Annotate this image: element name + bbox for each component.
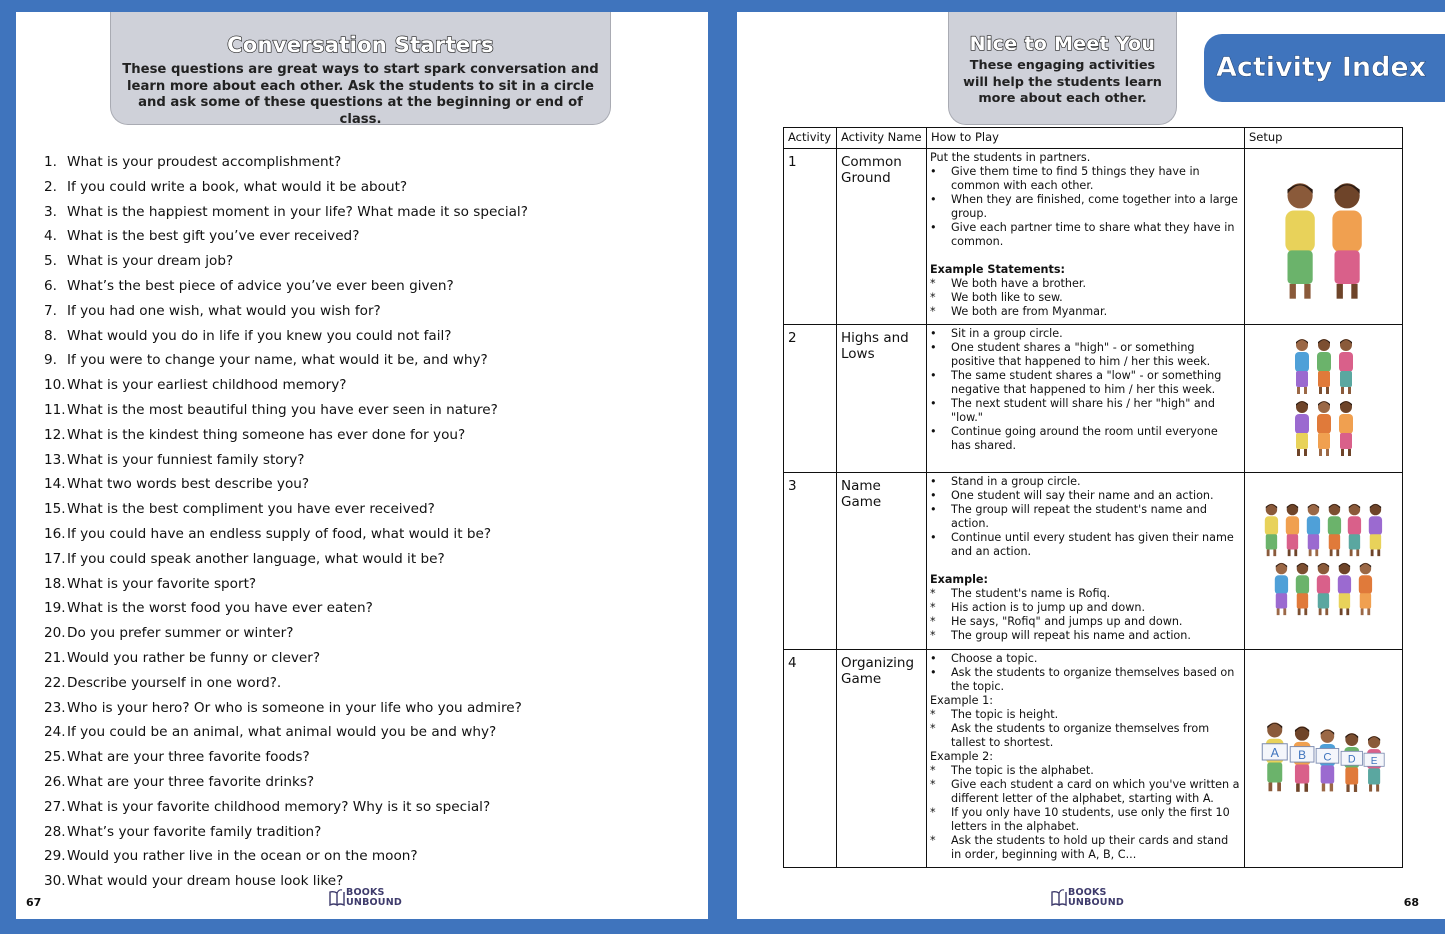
question-text: What is your favorite childhood memory? Why is it so special? xyxy=(67,798,491,815)
svg-text:A: A xyxy=(1270,746,1280,761)
example-heading: Example: xyxy=(930,573,988,586)
asterisk-icon: * xyxy=(930,764,936,777)
question-number: 29. xyxy=(44,848,66,865)
question-text: What is your favorite sport? xyxy=(67,575,257,592)
question-text: If you were to change your name, what would it be, and why? xyxy=(67,352,488,369)
how-to-play xyxy=(927,473,1245,650)
question-text: What would your dream house look like? xyxy=(67,873,344,890)
column-header-name: Activity Name xyxy=(837,128,927,149)
asterisk-icon: * xyxy=(930,722,936,735)
question-number: 16. xyxy=(44,525,66,542)
instruction-text: He says, "Rofiq" and jumps up and down. xyxy=(951,615,1183,628)
instruction-text: Continue until every student has given their name and an action. xyxy=(951,531,1234,558)
question-text: If you could speak another language, what would it be? xyxy=(67,550,445,567)
child-illustration xyxy=(1261,720,1289,793)
left-page xyxy=(16,12,708,919)
question-text: What two words best describe you? xyxy=(67,476,310,493)
how-to-play xyxy=(927,149,1245,325)
question-number: 24. xyxy=(44,724,66,741)
asterisk-icon: * xyxy=(930,708,936,721)
child-illustration xyxy=(1261,502,1282,557)
instruction-text: Ask the students to organize themselves from tallest to shortest. xyxy=(951,722,1210,749)
instruction-item xyxy=(930,531,1241,559)
instruction-text: Put the students in partners. xyxy=(930,151,1091,164)
instruction-item xyxy=(930,341,1241,369)
instruction-item xyxy=(930,165,1241,193)
nice-to-meet-you-header xyxy=(948,12,1177,125)
question-number: 2. xyxy=(44,178,57,195)
instruction-item xyxy=(930,425,1241,453)
instruction-text: Example 1: xyxy=(930,694,993,707)
instruction-item xyxy=(930,834,1241,862)
books-unbound-logo xyxy=(1050,887,1140,911)
question-number: 9. xyxy=(44,352,57,369)
child-illustration xyxy=(1324,179,1370,301)
spacer xyxy=(930,559,1241,573)
svg-text:C: C xyxy=(1323,751,1332,764)
instruction-text: His action is to jump up and down. xyxy=(951,601,1146,614)
activity-number: 4 xyxy=(784,650,837,868)
child-illustration xyxy=(1282,502,1303,557)
child-illustration xyxy=(1313,561,1334,616)
svg-text:B: B xyxy=(1297,747,1306,762)
instruction-text: We both are from Myanmar. xyxy=(951,305,1108,318)
question-number: 26. xyxy=(44,773,66,790)
child-illustration xyxy=(1277,179,1323,301)
instruction-text: Sit in a group circle. xyxy=(951,327,1063,340)
child-illustration xyxy=(1291,399,1313,457)
child-illustration xyxy=(1363,734,1385,793)
instruction-text: Stand in a group circle. xyxy=(951,475,1081,488)
activity-row xyxy=(784,473,1403,650)
instruction-item xyxy=(930,806,1241,834)
activity-name: Highs and Lows xyxy=(837,325,927,473)
instruction-item xyxy=(930,327,1241,341)
instruction-text: The group will repeat his name and action. xyxy=(951,629,1191,642)
instruction-text: Example 2: xyxy=(930,750,993,763)
bullet-icon: • xyxy=(930,531,937,544)
activity-name: Name Game xyxy=(837,473,927,650)
child-illustration xyxy=(1291,337,1313,395)
book-icon xyxy=(328,888,346,908)
instruction-text: Ask the students to organize themselves based on the topic. xyxy=(951,666,1235,693)
setup-illustration xyxy=(1245,650,1403,868)
child-illustration xyxy=(1289,724,1315,793)
bullet-icon: • xyxy=(930,327,937,340)
question-text: What is your earliest childhood memory? xyxy=(67,377,347,394)
child-illustration xyxy=(1340,731,1364,793)
activity-row xyxy=(784,650,1403,868)
question-number: 21. xyxy=(44,649,66,666)
question-text: Would you rather live in the ocean or on the moon? xyxy=(67,848,418,865)
activity-row xyxy=(784,149,1403,325)
question-number: 19. xyxy=(44,600,66,617)
child-illustration xyxy=(1355,561,1376,616)
asterisk-icon: * xyxy=(930,834,936,847)
instruction-text: Continue going around the room until everyone has shared. xyxy=(951,425,1218,452)
page-number: 68 xyxy=(1403,896,1419,909)
instruction-text: One student will say their name and an action. xyxy=(951,489,1214,502)
question-number: 15. xyxy=(44,501,66,518)
question-text: What is the best gift you’ve ever received? xyxy=(67,228,360,245)
instruction-text: Ask the students to hold up their cards and stand in order, beginning with A, B, C... xyxy=(951,834,1229,861)
bullet-icon: • xyxy=(930,341,937,354)
question-text: What are your three favorite drinks? xyxy=(67,773,315,790)
instruction-text: One student shares a "high" - or something positive that happened to him / her this week. xyxy=(951,341,1211,368)
activity-row xyxy=(784,325,1403,473)
question-number: 22. xyxy=(44,674,66,691)
activity-name: Common Ground xyxy=(837,149,927,325)
instruction-text: The group will repeat the student's name and action. xyxy=(951,503,1207,530)
child-illustration xyxy=(1292,561,1313,616)
instruction-item xyxy=(930,601,1241,615)
instruction-item xyxy=(930,722,1241,750)
instruction-text: Give them time to find 5 things they have in common with each other. xyxy=(951,165,1200,192)
instruction-item xyxy=(930,652,1241,666)
child-illustration xyxy=(1335,399,1357,457)
instruction-text: When they are finished, come together into a large group. xyxy=(951,193,1238,220)
bullet-icon: • xyxy=(930,425,937,438)
question-text: What is your proudest accomplishment? xyxy=(67,154,342,170)
instruction-item xyxy=(930,764,1241,778)
instruction-item xyxy=(930,193,1241,221)
question-number: 12. xyxy=(44,426,66,443)
instruction-text: We both like to sew. xyxy=(951,291,1063,304)
activity-number: 2 xyxy=(784,325,837,473)
section-description: These engaging activities will help the students learn more about each other. xyxy=(963,58,1162,106)
question-text: What is your dream job? xyxy=(67,253,234,270)
asterisk-icon: * xyxy=(930,629,936,642)
column-header-setup: Setup xyxy=(1245,128,1403,149)
question-number: 14. xyxy=(44,476,66,493)
question-number: 13. xyxy=(44,451,66,468)
instruction-text: The student's name is Rofiq. xyxy=(951,587,1111,600)
spacer xyxy=(930,249,1241,263)
bullet-icon: • xyxy=(930,652,937,665)
question-text: What are your three favorite foods? xyxy=(67,749,310,766)
question-text: What is the most beautiful thing you have ever seen in nature? xyxy=(67,401,498,418)
bullet-icon: • xyxy=(930,369,937,382)
question-number: 3. xyxy=(44,203,57,220)
right-page xyxy=(737,12,1445,919)
question-text: If you had one wish, what would you wish for? xyxy=(67,302,381,319)
child-illustration xyxy=(1303,502,1324,557)
child-illustration xyxy=(1324,502,1345,557)
logo-text: BOOKS UNBOUND xyxy=(1068,887,1124,908)
question-number: 7. xyxy=(44,302,57,319)
question-number: 28. xyxy=(44,823,66,840)
section-title: Conversation Starters xyxy=(227,33,494,57)
activity-number: 1 xyxy=(784,149,837,325)
question-text: What’s the best piece of advice you’ve ever been given? xyxy=(67,277,454,294)
question-text: Describe yourself in one word?. xyxy=(67,674,282,691)
question-text: If you could be an animal, what animal would you be and why? xyxy=(67,724,497,741)
section-title: Nice to Meet You xyxy=(969,33,1156,55)
how-to-play xyxy=(927,650,1245,868)
instruction-text: The same student shares a "low" - or something negative that happened to him / her this week. xyxy=(951,369,1222,396)
instruction-text: If you only have 10 students, use only the first 10 letters in the alphabet. xyxy=(951,806,1230,833)
question-text: What would you do in life if you knew you could not fail? xyxy=(67,327,452,344)
instruction-text: The next student will share his / her "high" and "low." xyxy=(951,397,1215,424)
bullet-icon: • xyxy=(930,165,937,178)
instruction-item xyxy=(930,369,1241,397)
setup-illustration xyxy=(1245,325,1403,473)
asterisk-icon: * xyxy=(930,305,936,318)
child-illustration xyxy=(1313,399,1335,457)
instruction-item xyxy=(930,778,1241,806)
question-number: 27. xyxy=(44,798,66,815)
question-text: Who is your hero? Or who is someone in your life who you admire? xyxy=(67,699,522,716)
child-illustration xyxy=(1334,561,1355,616)
bullet-icon: • xyxy=(930,475,937,488)
svg-text:E: E xyxy=(1371,755,1378,767)
instruction-item xyxy=(930,277,1241,291)
asterisk-icon: * xyxy=(930,277,936,290)
conversation-starters-header xyxy=(110,12,611,125)
book-icon xyxy=(1050,888,1068,908)
child-illustration xyxy=(1315,727,1340,793)
example-heading: Example Statements: xyxy=(930,263,1065,276)
question-number: 25. xyxy=(44,749,66,766)
asterisk-icon: * xyxy=(930,291,936,304)
activity-name: Organizing Game xyxy=(837,650,927,868)
child-illustration xyxy=(1271,561,1292,616)
asterisk-icon: * xyxy=(930,601,936,614)
bullet-icon: • xyxy=(930,503,937,516)
instruction-item xyxy=(930,629,1241,643)
child-illustration xyxy=(1313,337,1335,395)
question-number: 5. xyxy=(44,253,57,270)
question-text: What is the best compliment you have ever received? xyxy=(67,501,435,518)
child-illustration xyxy=(1335,337,1357,395)
question-number: 17. xyxy=(44,550,66,567)
asterisk-icon: * xyxy=(930,806,936,819)
question-number: 20. xyxy=(44,625,66,642)
instruction-text: The topic is the alphabet. xyxy=(951,764,1094,777)
section-description: These questions are great ways to start spark conversation and learn more about each other. Ask the students to sit in a circle and ask some of these questions at the beginning or end of class. xyxy=(122,62,599,127)
instruction-item xyxy=(930,708,1241,722)
question-number: 23. xyxy=(44,699,66,716)
question-number: 10. xyxy=(44,377,66,394)
instruction-item xyxy=(930,221,1241,249)
activity-index-title: Activity Index xyxy=(1204,34,1445,102)
instruction-item xyxy=(930,291,1241,305)
asterisk-icon: * xyxy=(930,778,936,791)
question-number: 11. xyxy=(44,401,66,418)
question-number: 8. xyxy=(44,327,57,344)
question-number: 18. xyxy=(44,575,66,592)
instruction-text: Give each student a card on which you've written a different letter of the alphabet, starting with A. xyxy=(951,778,1240,805)
instruction-text: We both have a brother. xyxy=(951,277,1087,290)
svg-text:D: D xyxy=(1347,753,1356,766)
setup-illustration xyxy=(1245,473,1403,650)
column-header-how-to-play: How to Play xyxy=(927,128,1245,149)
bullet-icon: • xyxy=(930,666,937,679)
child-illustration xyxy=(1344,502,1365,557)
question-text: Do you prefer summer or winter? xyxy=(67,625,294,642)
bullet-icon: • xyxy=(930,221,937,234)
table-header-row xyxy=(784,128,1403,149)
instruction-text: Choose a topic. xyxy=(951,652,1038,665)
question-number: 6. xyxy=(44,277,57,294)
question-text: Would you rather be funny or clever? xyxy=(67,649,321,666)
books-unbound-logo xyxy=(328,887,418,911)
question-text: What’s your favorite family tradition? xyxy=(67,823,322,840)
instruction-item xyxy=(930,397,1241,425)
activity-table xyxy=(783,127,1403,868)
bullet-icon: • xyxy=(930,489,937,502)
instruction-item xyxy=(930,503,1241,531)
bullet-icon: • xyxy=(930,397,937,410)
question-text: What is the kindest thing someone has ever done for you? xyxy=(67,426,466,443)
question-text: If you could write a book, what would it be about? xyxy=(67,178,408,195)
logo-text: BOOKS UNBOUND xyxy=(346,887,402,908)
instruction-item xyxy=(930,475,1241,489)
column-header-activity: Activity xyxy=(784,128,837,149)
question-number: 30. xyxy=(44,873,66,890)
setup-illustration xyxy=(1245,149,1403,325)
question-text: What is the worst food you have ever eaten? xyxy=(67,600,373,617)
instruction-text: Give each partner time to share what they have in common. xyxy=(951,221,1235,248)
question-text: What is the happiest moment in your life? What made it so special? xyxy=(67,203,528,220)
page-number: 67 xyxy=(26,896,42,909)
instruction-text: The topic is height. xyxy=(951,708,1059,721)
bullet-icon: • xyxy=(930,193,937,206)
asterisk-icon: * xyxy=(930,587,936,600)
question-text: What is your funniest family story? xyxy=(67,451,305,468)
instruction-item xyxy=(930,305,1241,319)
child-illustration xyxy=(1365,502,1386,557)
question-number: 4. xyxy=(44,228,57,245)
instruction-item xyxy=(930,587,1241,601)
instruction-item xyxy=(930,666,1241,694)
question-number: 1. xyxy=(44,154,57,170)
question-text: If you could have an endless supply of food, what would it be? xyxy=(67,525,492,542)
how-to-play xyxy=(927,325,1245,473)
asterisk-icon: * xyxy=(930,615,936,628)
activity-number: 3 xyxy=(784,473,837,650)
instruction-item xyxy=(930,615,1241,629)
instruction-item xyxy=(930,489,1241,503)
